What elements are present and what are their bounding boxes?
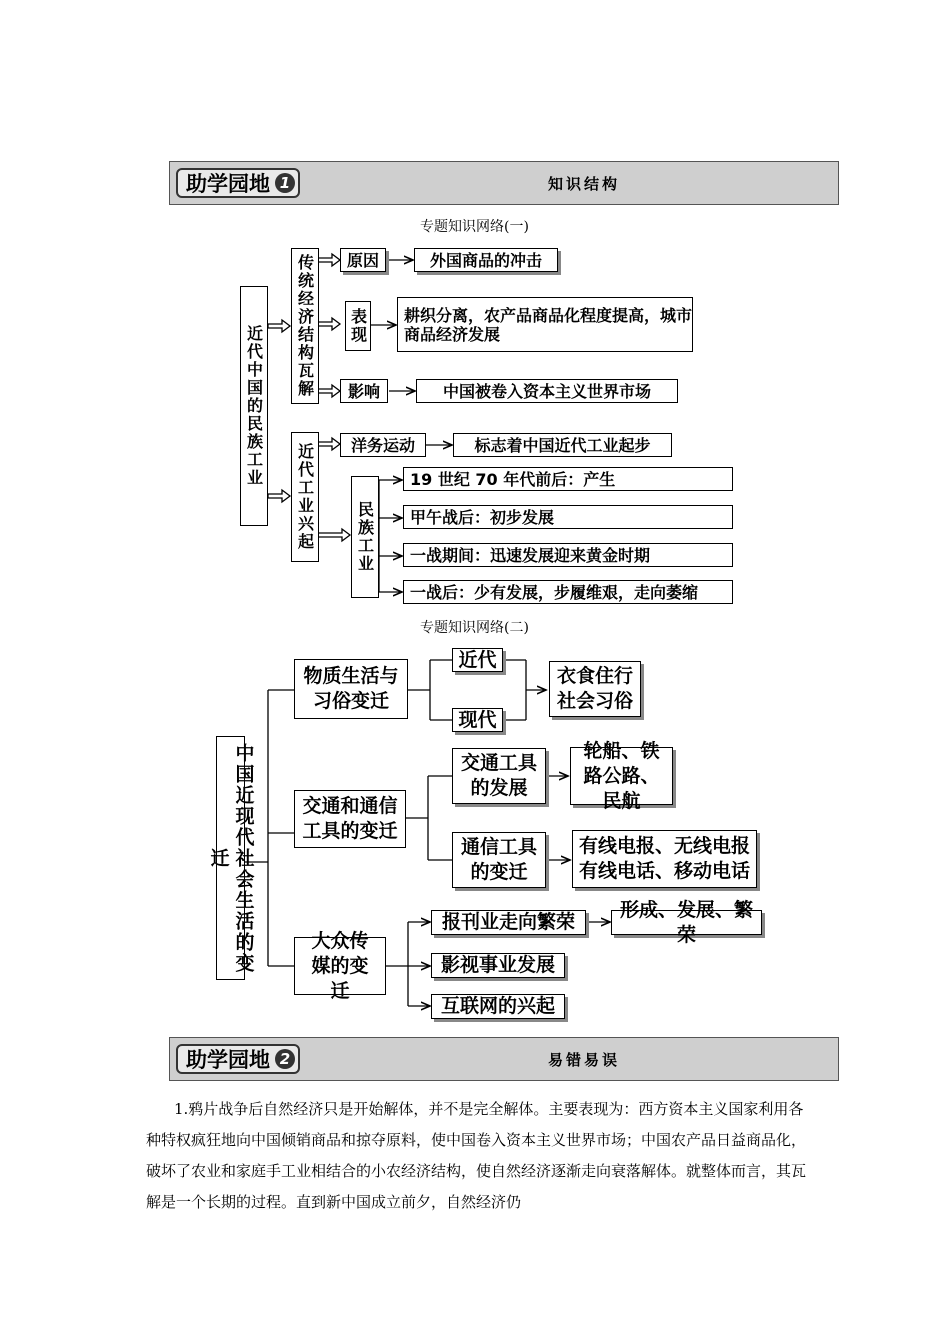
yangwu-label: 洋务运动 — [340, 433, 426, 457]
b3-b: 影视事业发展 — [431, 953, 565, 978]
b3-c: 互联网的兴起 — [431, 994, 565, 1019]
b1-result: 衣食住行社会习俗 — [549, 661, 641, 717]
caption-network-2: 专题知识网络(二) — [420, 620, 529, 636]
b3-box: 大众传媒的变迁 — [294, 937, 386, 995]
b2-a-result: 轮船、铁路公路、民航 — [570, 747, 673, 805]
b2-a: 交通工具的发展 — [452, 748, 546, 804]
banner-title: 易错易误 — [547, 1051, 620, 1069]
b2-b-result: 有线电报、无线电报有线电话、移动电话 — [572, 830, 757, 888]
cause-label: 原因 — [340, 248, 386, 272]
number-badge: 1 — [275, 173, 295, 193]
show-text: 耕织分离，农产品商品化程度提高，城市商品经济发展 — [397, 297, 693, 352]
section-banner-errors — [169, 1037, 839, 1081]
yangwu-text: 标志着中国近代工业起步 — [453, 433, 672, 457]
stage-2: 甲午战后：初步发展 — [403, 505, 733, 529]
number-badge: 2 — [275, 1049, 295, 1069]
banner-tag: 助学园地 1 — [176, 168, 300, 198]
effect-text: 中国被卷入资本主义世界市场 — [416, 379, 678, 403]
b1-near: 近代 — [452, 648, 503, 672]
stage-4: 一战后：少有发展，步履维艰，走向萎缩 — [403, 580, 733, 604]
show-label: 表现 — [345, 301, 371, 351]
cause-text: 外国商品的冲击 — [414, 248, 558, 272]
root-box: 近代中国的民族工业 — [240, 286, 268, 526]
caption-network-1: 专题知识网络(一) — [420, 219, 529, 235]
minzu-label: 民族工业 — [351, 476, 379, 598]
root-box-2: 中国近现代社会生活的变迁 — [216, 736, 245, 980]
b3-a: 报刊业走向繁荣 — [431, 910, 586, 935]
branch-traditional-economy: 传统经济结构瓦解 — [291, 248, 319, 404]
b1-now: 现代 — [452, 708, 503, 732]
effect-label: 影响 — [340, 379, 388, 403]
stage-1: 19 世纪 70 年代前后：产生 — [403, 467, 733, 491]
b3-a-result: 形成、发展、繁荣 — [611, 910, 762, 935]
branch-modern-industry: 近代工业兴起 — [291, 432, 319, 562]
b1-box: 物质生活与习俗变迁 — [294, 659, 408, 719]
body-paragraph: 1.鸦片战争后自然经济只是开始解体，并不是完全解体。主要表现为：西方资本主义国家利用各种特权疯狂地向中国倾销商品和掠夺原料，使中国卷入资本主义世界市场；中国农产品日益商品化，破坏了农业和家庭手工业相结合的小农经济结构，使自然经济逐渐走向衰落解体。就整体而言，其瓦解是一个长期的过程。直到新中国成立前夕，自然经济仍 — [146, 1100, 807, 1211]
stage-3: 一战期间：迅速发展迎来黄金时期 — [403, 543, 733, 567]
banner-title: 知识结构 — [547, 175, 620, 193]
b2-b: 通信工具的变迁 — [452, 832, 546, 888]
banner-tag: 助学园地 2 — [176, 1044, 300, 1074]
b2-box: 交通和通信工具的变迁 — [294, 790, 406, 848]
